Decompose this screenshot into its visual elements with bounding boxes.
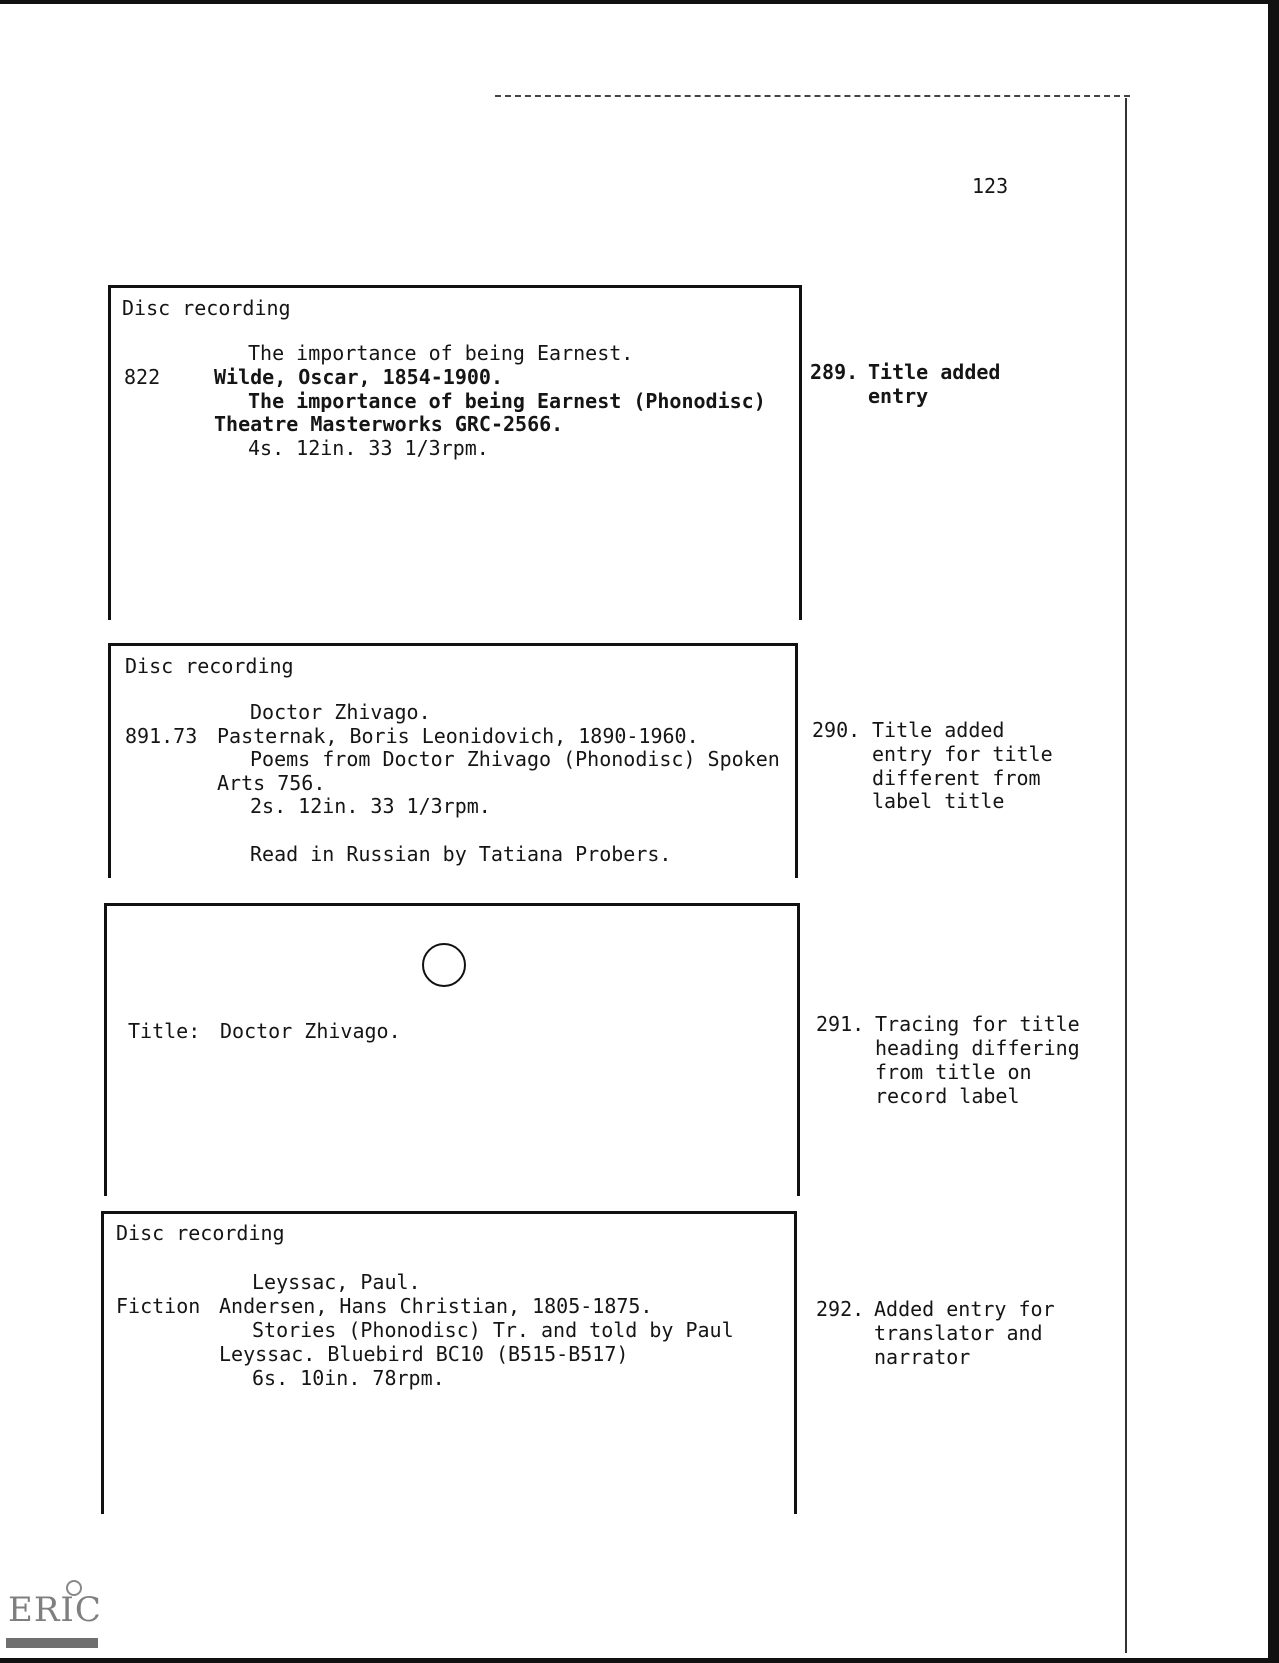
punch-hole-circle	[422, 943, 466, 987]
note-291-number: 291.	[816, 1012, 865, 1036]
card-4-description: 6s. 10in. 78rpm.	[252, 1366, 445, 1390]
note-290-number: 290.	[812, 718, 861, 742]
card-4-added-entry: Leyssac, Paul.	[252, 1270, 421, 1294]
card-4-label: Leyssac. Bluebird BC10 (B515-B517)	[219, 1342, 629, 1366]
card-2-title: Poems from Doctor Zhivago (Phonodisc) Spoken	[250, 747, 780, 771]
card-4-author: Andersen, Hans Christian, 1805-1875.	[219, 1294, 653, 1318]
note-289-number: 289.	[810, 360, 859, 384]
note-292-line-3: narrator	[874, 1345, 971, 1369]
note-290-line-4: label title	[872, 789, 1005, 813]
card-3-title-value: Doctor Zhivago.	[220, 1019, 401, 1043]
scan-edge-bottom	[0, 1658, 1279, 1663]
card-1-call-number: 822	[124, 365, 161, 389]
note-291-line-1: Tracing for title	[875, 1012, 1080, 1036]
page-number: 123	[972, 174, 1009, 198]
eric-logo-bar	[6, 1638, 98, 1648]
card-1-description: 4s. 12in. 33 1/3rpm.	[248, 436, 489, 460]
card-2-author: Pasternak, Boris Leonidovich, 1890-1960.	[217, 724, 699, 748]
note-291-line-2: heading differing	[875, 1036, 1080, 1060]
note-292-line-2: translator and	[874, 1321, 1043, 1345]
right-margin-rule	[1125, 98, 1127, 1653]
card-2-note: Read in Russian by Tatiana Probers.	[250, 842, 672, 866]
card-4-header: Disc recording	[116, 1221, 285, 1245]
card-4-call-number: Fiction	[116, 1294, 201, 1318]
note-292-number: 292.	[816, 1297, 865, 1321]
eric-logo	[2, 1580, 102, 1660]
card-2-call-number: 891.73	[125, 724, 198, 748]
note-289-line-2: entry	[868, 384, 929, 408]
eric-logo-text: ERIC	[8, 1590, 102, 1630]
note-291-line-4: record label	[875, 1084, 1020, 1108]
card-4-title: Stories (Phonodisc) Tr. and told by Paul	[252, 1318, 734, 1342]
note-291-line-3: from title on	[875, 1060, 1032, 1084]
card-2-label: Arts 756.	[217, 771, 326, 795]
card-1-header: Disc recording	[122, 296, 291, 320]
card-3-title-label: Title:	[128, 1019, 201, 1043]
note-290-line-2: entry for title	[872, 742, 1053, 766]
scan-edge-top	[0, 0, 1279, 4]
card-1-label: Theatre Masterworks GRC-2566.	[214, 412, 564, 436]
note-289-line-1: Title added	[868, 360, 1001, 384]
card-1-title-heading: The importance of being Earnest.	[248, 341, 634, 365]
note-290-line-1: Title added	[872, 718, 1005, 742]
note-290-line-3: different from	[872, 766, 1041, 790]
card-2-title-heading: Doctor Zhivago.	[250, 700, 431, 724]
card-2-header: Disc recording	[125, 654, 294, 678]
scan-edge-right	[1268, 0, 1279, 1663]
card-1-title: The importance of being Earnest (Phonodisc)	[248, 389, 766, 413]
note-292-line-1: Added entry for	[874, 1297, 1055, 1321]
top-dashed-rule	[495, 95, 1130, 97]
card-2-description: 2s. 12in. 33 1/3rpm.	[250, 794, 491, 818]
card-1-author: Wilde, Oscar, 1854-1900.	[214, 365, 503, 389]
